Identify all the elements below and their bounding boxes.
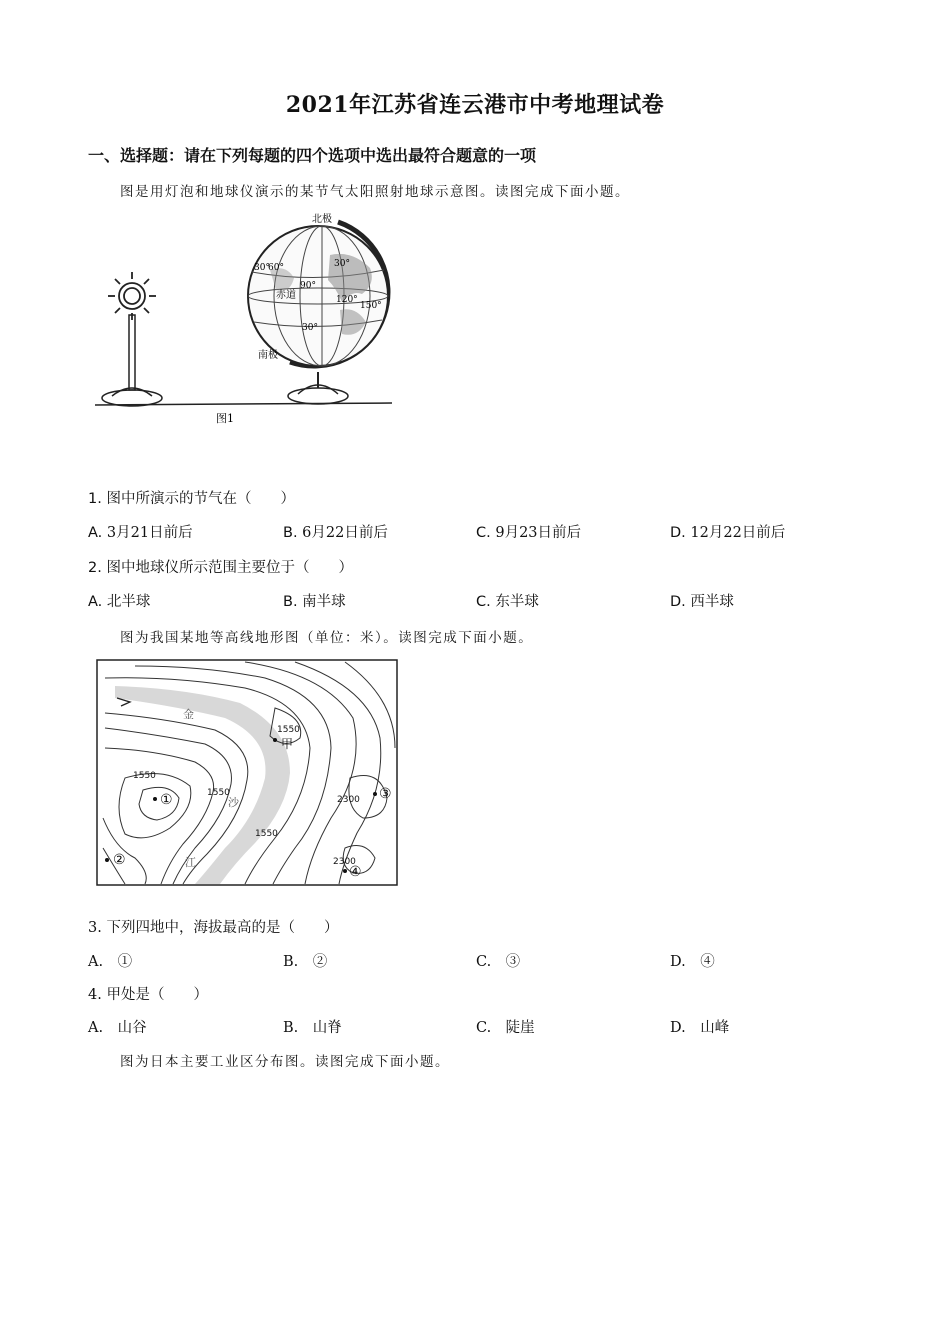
lat-30n-label: 30° [334,259,350,269]
point-1 [153,797,157,801]
equator-label: 赤道 [276,290,296,301]
place-jia: 甲 [281,737,294,751]
intro-text-1: 图是用灯泡和地球仪演示的某节气太阳照射地球示意图。读图完成下面小题。 [120,184,630,200]
mark-1: ① [160,792,173,808]
q4-option-b[interactable]: B. 山脊 [283,1020,342,1036]
q2-option-b[interactable]: B. 南半球 [283,594,346,610]
point-3 [373,792,377,796]
point-jia [273,738,277,742]
q3-option-c[interactable]: C. ③ [476,954,521,970]
q1-option-b[interactable]: B. 6月22日前后 [283,525,388,541]
question-3: 3. 下列四地中，海拔最高的是（ ） [88,920,339,936]
q4-option-c[interactable]: C. 陡崖 [476,1020,535,1036]
q2-option-c[interactable]: C. 东半球 [476,594,539,610]
lon-60-label: 60° [268,263,284,273]
contour-2300-b: 2300 [333,857,356,867]
question-4: 4. 甲处是（ ） [88,987,208,1003]
point-4 [343,869,347,873]
contour-map-figure [95,658,400,888]
mark-3: ③ [379,786,392,802]
river-label-jiang: 江 [185,856,196,869]
question-1: 1. 图中所演示的节气在（ ） [88,491,295,507]
lon-30-label: 30° [254,263,270,273]
figure1-caption: 图1 [216,412,234,425]
q1-option-c[interactable]: C. 9月23日前后 [476,525,582,541]
north-pole-label: 北极 [312,214,332,225]
river-label-sha: 沙 [228,796,239,809]
lon-150-label: 150° [360,301,382,311]
q3-option-a[interactable]: A. ① [88,954,133,970]
lon-120-label: 120° [336,295,358,305]
q2-option-d[interactable]: D. 西半球 [670,594,734,610]
mark-2: ② [113,852,126,868]
q1-option-a[interactable]: A. 3月21日前后 [88,525,193,541]
page-title: 2021年江苏省连云港市中考地理试卷 [285,92,665,118]
q1-option-d[interactable]: D. 12月22日前后 [670,525,786,541]
contour-2300-a: 2300 [337,795,360,805]
contour-1550-c: 1550 [207,788,230,798]
mark-4: ④ [349,864,362,880]
q3-option-d[interactable]: D. ④ [670,954,715,970]
section-heading: 一、选择题：请在下列每题的四个选项中选出最符合题意的一项 [88,146,537,165]
contour-1550-a: 1550 [277,725,300,735]
contour-1550-b: 1550 [133,771,156,781]
question-2: 2. 图中地球仪所示范围主要位于（ ） [88,560,353,576]
globe-lamp-figure [90,210,400,425]
river-label-jin: 金 [183,708,194,721]
south-pole-label: 南极 [258,350,278,361]
contour-1550-d: 1550 [255,829,278,839]
point-2 [105,858,109,862]
q4-option-a[interactable]: A. 山谷 [88,1020,147,1036]
intro-text-2: 图为我国某地等高线地形图（单位：米）。读图完成下面小题。 [120,630,534,646]
q4-option-d[interactable]: D. 山峰 [670,1020,730,1036]
intro-text-3: 图为日本主要工业区分布图。读图完成下面小题。 [120,1054,450,1070]
lat-30s-label: 30° [302,323,318,333]
q2-option-a[interactable]: A. 北半球 [88,594,151,610]
q3-option-b[interactable]: B. ② [283,954,328,970]
lon-90-label: 90° [300,281,316,291]
